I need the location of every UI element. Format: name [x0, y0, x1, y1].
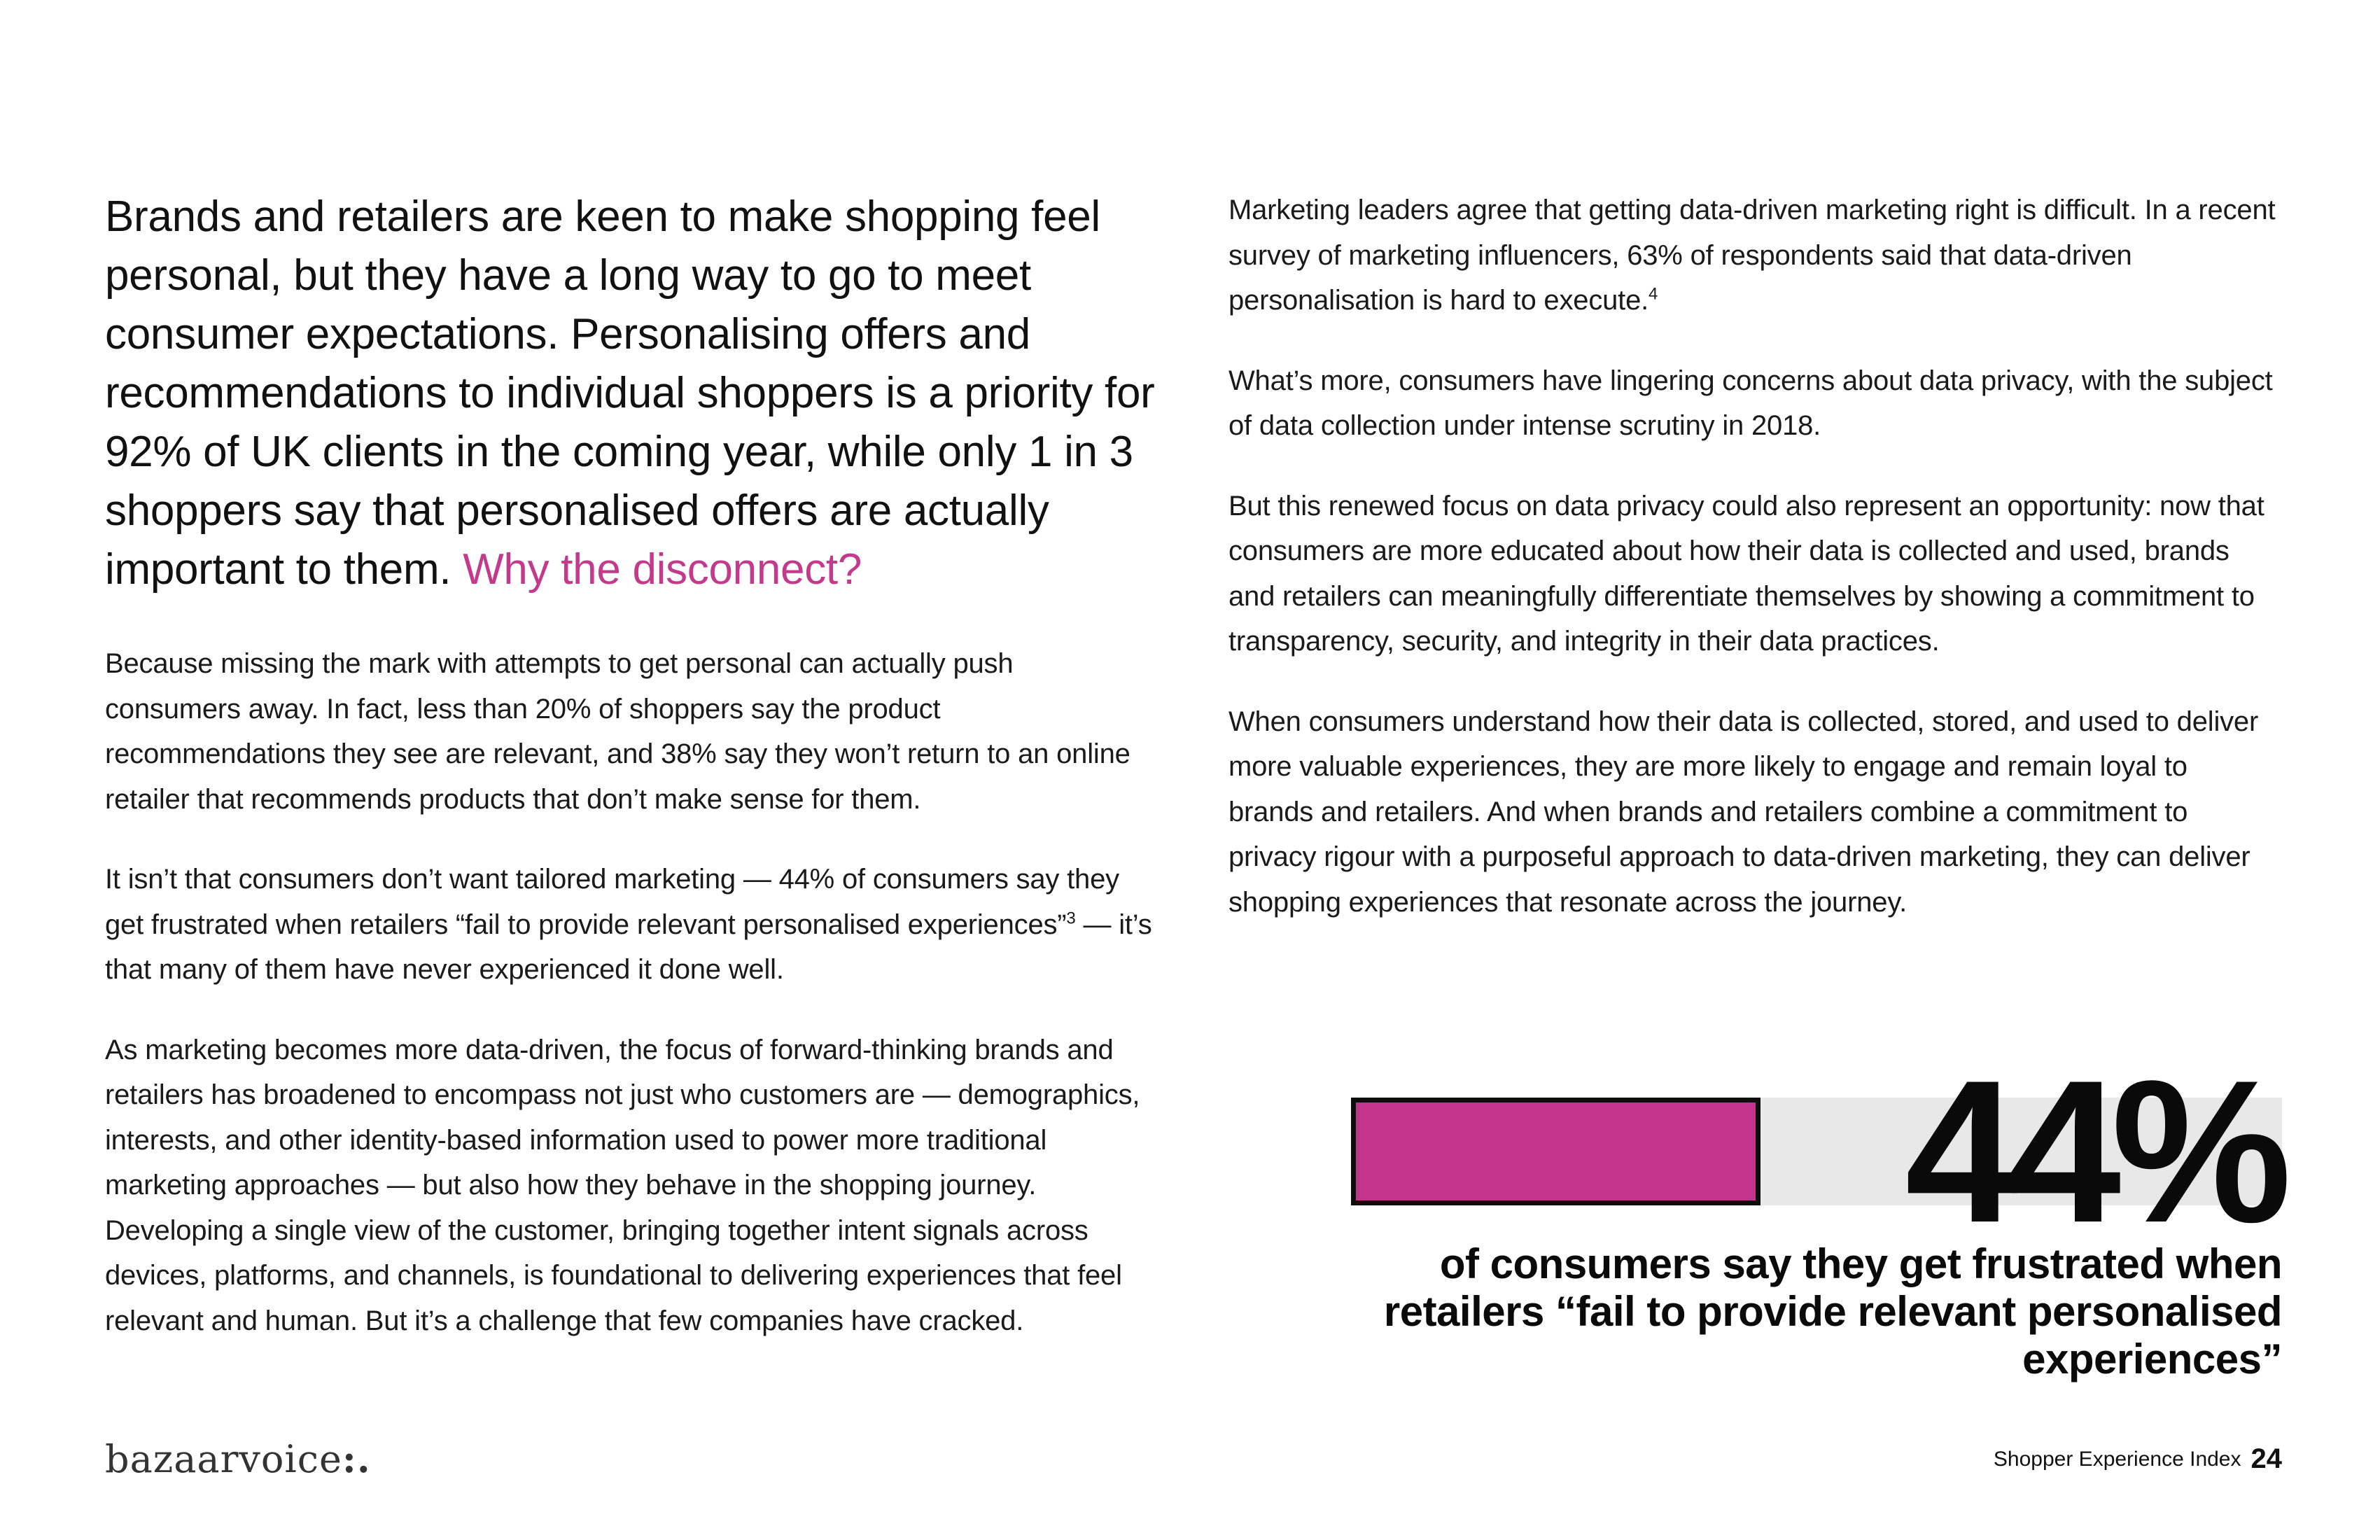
lead-accent-question: Why the disconnect? [463, 545, 862, 594]
left-paragraph-2-text: It isn’t that consumers don’t want tailored marketing — 44% of consumers say they get frustrated when retailers “fail to provide relevant personalised experiences” [105, 864, 1119, 940]
right-column [1228, 188, 2278, 960]
document-title: Shopper Experience Index [1993, 1448, 2241, 1471]
logo-mark: :. [342, 1436, 371, 1481]
page-number: 24 [2250, 1443, 2282, 1474]
right-paragraph-1-text: Marketing leaders agree that getting data-driven marketing right is difficult. In a recent survey of marketing influencers, 63% of respondents said that data-driven personalisation is hard to execute. [1228, 195, 2276, 316]
left-column [105, 188, 1155, 1378]
stat-figure: 44% [1905, 1038, 2282, 1265]
left-paragraph-3: As marketing becomes more data-driven, the focus of forward-thinking brands and retailers has broadened to encompass not just who customers are — demographics, interests, and other identity-based information used to power more traditional marketing approaches — but also how they behave in the shopping journey. Developing a single view of the customer, bringing together intent signals across devices, platforms, and channels, is foundational to delivering experiences that feel relevant and human. But it’s a challenge that few companies have cracked. [105, 1034, 1140, 1336]
stat-caption: of consumers say they get frustrated when retailers “fail to provide relevant personalised experiences” [1383, 1240, 2282, 1382]
left-paragraph-2 [105, 857, 1155, 993]
left-paragraph-1: Because missing the mark with attempts to get personal can actually push consumers away. In fact, less than 20% of shoppers say the product recommendations they see are relevant, and 38% say they won’t return to an online retailer that recommends products that don’t make sense for them. [105, 648, 1130, 815]
lead-text: Brands and retailers are keen to make shopping feel personal, but they have a long way to go to meet consumer expectations. Personalising offers and recommendations to individual shoppers is a priority for 92% of UK clients in the coming year, while only 1 in 3 shoppers say that personalised offers are actually important to them. [105, 192, 1155, 594]
right-paragraph-4: When consumers understand how their data is collected, stored, and used to deliver more valuable experiences, they are more likely to engage and remain loyal to brands and retailers. And when brands and retailers combine a commitment to privacy rigour with a purposeful approach to data-driven marketing, they can deliver shopping experiences that resonate across the journey. [1228, 706, 2259, 918]
bazaarvoice-logo [105, 1436, 371, 1481]
footnote-ref-4: 4 [1648, 284, 1658, 304]
page-footer [1994, 1443, 2282, 1475]
footnote-ref-3: 3 [1066, 909, 1076, 928]
logo-wordmark: bazaarvoice [105, 1437, 342, 1481]
stat-bar-fill [1351, 1098, 1760, 1205]
lead-paragraph [105, 188, 1155, 599]
right-paragraph-1 [1228, 188, 2278, 323]
left-paragraph-2-tail: — it’s that many of them have never experienced it done well. [105, 909, 1152, 985]
right-paragraph-3: But this renewed focus on data privacy could also represent an opportunity: now that consumers are more educated about how their data is collected and used, brands and retailers can meaningfully differentiate themselves by showing a commitment to transparency, security, and integrity in their data practices. [1228, 490, 2264, 657]
stat-callout [1351, 1038, 2282, 1386]
right-paragraph-2: What’s more, consumers have lingering concerns about data privacy, with the subject of data collection under intense scrutiny in 2018. [1228, 365, 2273, 441]
